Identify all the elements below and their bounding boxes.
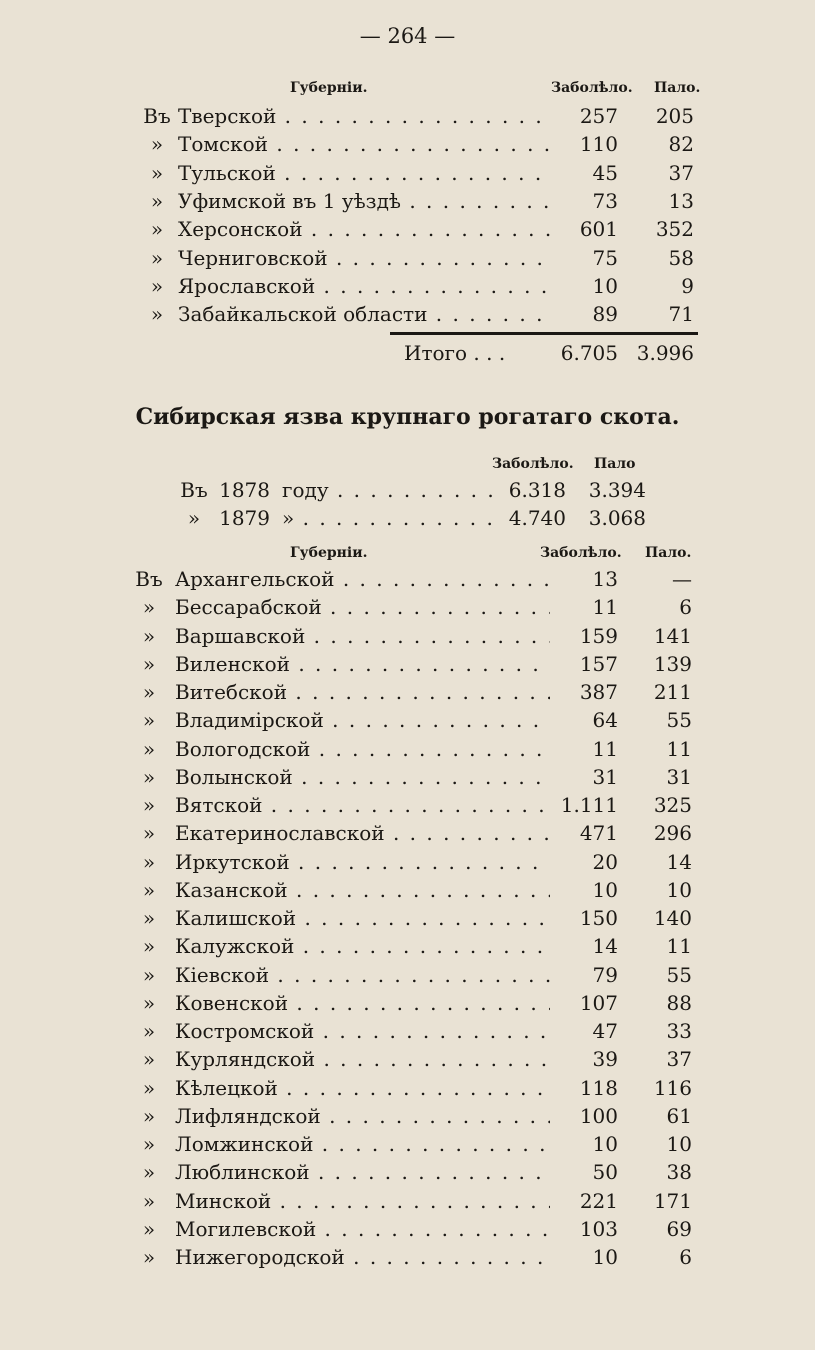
sick-count: 471 — [579, 821, 618, 846]
table2-row — [0, 1075, 815, 1101]
region-name: Кѣлецкой . . . — [175, 1075, 550, 1101]
region-name: Люблинской . . . — [175, 1159, 550, 1185]
dead-count: 205 — [655, 104, 694, 128]
years-header-sick: Заболѣло. — [492, 456, 574, 472]
table1-row — [0, 188, 815, 214]
sick-count: 159 — [579, 623, 618, 648]
row-prefix: » — [150, 273, 164, 298]
dead-count: 116 — [653, 1075, 692, 1100]
table2-row — [0, 849, 815, 875]
region-name: Курляндской . . . — [175, 1046, 550, 1072]
dead-count: 10 — [666, 877, 692, 902]
year-value: 1879 — [219, 506, 270, 530]
dead-count: 325 — [653, 793, 692, 817]
table2-row — [0, 933, 815, 959]
table2-row — [0, 679, 815, 705]
dead-count: 296 — [653, 821, 692, 846]
dead-count: 69 — [666, 1216, 692, 1241]
region-name: Варшавской . . . — [175, 623, 550, 649]
row-prefix: » — [142, 623, 156, 648]
table1-row — [0, 160, 815, 186]
region-name: Черниговской . . . — [178, 245, 550, 271]
year-row — [0, 477, 815, 503]
region-name: Виленской . . . — [175, 651, 550, 677]
row-prefix: » — [142, 1188, 156, 1213]
years-header-dead: Пало — [594, 456, 636, 472]
row-prefix: Въ — [180, 478, 208, 502]
region-name: Нижегородской . . . — [175, 1244, 550, 1270]
region-name: Казанской . . . — [175, 877, 550, 903]
region-name: Калишской . . . — [175, 905, 550, 931]
region-name: Костромской . . . — [175, 1018, 550, 1044]
year-sick: 6.318 — [508, 478, 566, 502]
table1-row — [0, 273, 815, 299]
row-prefix: » — [150, 217, 164, 242]
dead-count: 171 — [653, 1188, 692, 1213]
sick-count: 257 — [579, 104, 618, 128]
table2-row — [0, 566, 815, 592]
dead-count: 31 — [666, 764, 692, 789]
row-prefix: » — [142, 1075, 156, 1100]
region-name: Ковенской . . . — [175, 990, 550, 1016]
table2-row — [0, 1188, 815, 1214]
table2-header-sick: Заболѣло. — [540, 545, 622, 561]
table2-row — [0, 594, 815, 620]
dead-count: 88 — [666, 990, 692, 1015]
region-name: Уфимской въ 1 уѣздѣ . . . — [178, 188, 550, 214]
table2-row — [0, 764, 815, 790]
table2-row — [0, 1046, 815, 1072]
sick-count: 75 — [592, 245, 618, 270]
sick-count: 64 — [592, 708, 618, 733]
table2-row — [0, 1131, 815, 1157]
page-number: — 264 — — [359, 24, 456, 48]
row-prefix: » — [142, 821, 156, 846]
region-name: Ломжинской . . . — [175, 1131, 550, 1157]
sick-count: 157 — [579, 651, 618, 676]
sick-count: 601 — [579, 217, 618, 242]
sick-count: 100 — [579, 1103, 618, 1128]
table2-row — [0, 962, 815, 988]
table2-row — [0, 623, 815, 649]
year-row — [0, 505, 815, 531]
sick-count: 79 — [592, 962, 618, 987]
sick-count: 89 — [592, 302, 618, 327]
region-name: Ярославской . . . — [178, 273, 550, 299]
row-prefix: » — [150, 188, 164, 213]
row-prefix: » — [142, 849, 156, 874]
row-prefix: » — [142, 1160, 156, 1185]
table1-row — [0, 301, 815, 327]
table2-row — [0, 651, 815, 677]
table1-header-region: Губерніи. — [290, 80, 368, 96]
row-prefix: » — [142, 1047, 156, 1072]
dead-count: 9 — [681, 273, 694, 298]
sick-count: 10 — [592, 877, 618, 902]
table1-row — [0, 216, 815, 242]
table2-row — [0, 1244, 815, 1270]
row-prefix: » — [142, 793, 156, 817]
region-name: Могилевской . . . — [175, 1216, 550, 1242]
sick-count: 110 — [579, 132, 618, 157]
region-name: Забайкальской области . . . — [178, 301, 550, 327]
dead-count: 82 — [668, 132, 694, 157]
total-rule — [390, 332, 698, 335]
row-prefix: » — [150, 245, 164, 270]
sick-count: 107 — [579, 990, 618, 1015]
region-name: Витебской . . . — [175, 679, 550, 705]
dead-count: 141 — [653, 623, 692, 648]
year-word: году . . . — [282, 477, 500, 503]
sick-count: 45 — [592, 160, 618, 185]
region-name: Архангельской . . . — [175, 566, 550, 592]
region-name: Иркутской . . . — [175, 849, 550, 875]
table2-row — [0, 1159, 815, 1185]
dead-count: 6 — [679, 1245, 692, 1269]
sick-count: 31 — [592, 764, 618, 789]
sick-count: 103 — [579, 1216, 618, 1241]
sick-count: 387 — [579, 680, 618, 704]
dead-count: 38 — [666, 1160, 692, 1185]
region-name: Бессарабской . . . — [175, 594, 550, 620]
sick-count: 10 — [592, 273, 618, 298]
row-prefix: » — [142, 1132, 156, 1156]
sick-count: 118 — [579, 1075, 618, 1100]
sick-count: 221 — [579, 1188, 618, 1213]
row-prefix: » — [142, 934, 156, 959]
table1-total-label: Итого . . . — [404, 341, 506, 365]
row-prefix: » — [142, 736, 156, 761]
dead-count: — — [672, 567, 692, 591]
dead-count: 11 — [666, 934, 692, 959]
table1-total-dead: 3.996 — [636, 341, 694, 365]
sick-count: 50 — [592, 1160, 618, 1185]
row-prefix: » — [142, 877, 156, 902]
row-prefix: » — [150, 160, 164, 185]
row-prefix: Въ — [143, 104, 171, 128]
row-prefix: » — [142, 1103, 156, 1128]
row-prefix: » — [142, 595, 156, 620]
dead-count: 10 — [666, 1132, 692, 1156]
sick-count: 11 — [592, 595, 618, 620]
dead-count: 139 — [653, 651, 692, 676]
table1-row — [0, 103, 815, 129]
row-prefix: » — [142, 1019, 156, 1043]
dead-count: 33 — [666, 1019, 692, 1043]
dead-count: 58 — [668, 245, 694, 270]
region-name: Вятской . . . — [175, 792, 550, 818]
year-dead: 3.394 — [588, 478, 646, 502]
table2-header-region: Губерніи. — [290, 545, 368, 561]
region-name: Минской . . . — [175, 1188, 550, 1214]
region-name: Вологодской . . . — [175, 736, 550, 762]
sick-count: 14 — [592, 934, 618, 959]
year-dead: 3.068 — [588, 506, 646, 530]
sick-count: 39 — [592, 1047, 618, 1072]
sick-count: 13 — [592, 567, 618, 591]
sick-count: 11 — [592, 736, 618, 761]
year-sick: 4.740 — [508, 506, 566, 530]
sick-count: 1.111 — [560, 793, 618, 817]
dead-count: 37 — [668, 160, 694, 185]
dead-count: 14 — [666, 849, 692, 874]
table2-header-dead: Пало. — [645, 545, 692, 561]
year-word: » . . . — [282, 505, 500, 531]
dead-count: 55 — [666, 962, 692, 987]
table1-row — [0, 131, 815, 157]
row-prefix: » — [150, 132, 164, 157]
table1-header-dead: Пало. — [654, 80, 701, 96]
row-prefix: » — [142, 651, 156, 676]
sick-count: 10 — [592, 1245, 618, 1269]
row-prefix: » — [142, 1216, 156, 1241]
table2-row — [0, 707, 815, 733]
row-prefix: » — [142, 990, 156, 1015]
sick-count: 20 — [592, 849, 618, 874]
dead-count: 13 — [668, 188, 694, 213]
table2-row — [0, 877, 815, 903]
region-name: Тульской . . . — [178, 160, 550, 186]
row-prefix: » — [142, 764, 156, 789]
row-prefix: » — [142, 1245, 156, 1269]
dead-count: 352 — [655, 217, 694, 242]
row-prefix: » — [150, 302, 164, 327]
region-name: Калужской . . . — [175, 933, 550, 959]
section-title: Сибирская язва крупнаго рогатаго скота. — [135, 404, 680, 430]
dead-count: 37 — [666, 1047, 692, 1072]
table2-row — [0, 1103, 815, 1129]
dead-count: 11 — [666, 736, 692, 761]
table1-row — [0, 245, 815, 271]
region-name: Волынской . . . — [175, 764, 550, 790]
dead-count: 211 — [653, 680, 692, 704]
table1-total-sick: 6.705 — [560, 341, 618, 365]
row-prefix: Въ — [135, 567, 163, 591]
region-name: Екатеринославской . . . — [175, 820, 550, 846]
dead-count: 71 — [668, 302, 694, 327]
region-name: Томской . . . — [178, 131, 550, 157]
region-name: Тверской . . . — [178, 103, 550, 129]
row-prefix: » — [142, 906, 156, 930]
sick-count: 150 — [579, 906, 618, 930]
table2-row — [0, 990, 815, 1016]
sick-count: 73 — [592, 188, 618, 213]
region-name: Лифляндской . . . — [175, 1103, 550, 1129]
table2-row — [0, 736, 815, 762]
table2-row — [0, 820, 815, 846]
table2-row — [0, 1018, 815, 1044]
table2-row — [0, 792, 815, 818]
sick-count: 47 — [592, 1019, 618, 1043]
table1-header-sick: Заболѣло. — [551, 80, 633, 96]
dead-count: 140 — [653, 906, 692, 930]
sick-count: 10 — [592, 1132, 618, 1156]
row-prefix: » — [142, 708, 156, 733]
table2-row — [0, 905, 815, 931]
region-name: Кіевской . . . — [175, 962, 550, 988]
region-name: Владимірской . . . — [175, 707, 550, 733]
row-prefix: » — [142, 962, 156, 987]
dead-count: 55 — [666, 708, 692, 733]
region-name: Херсонской . . . — [178, 216, 550, 242]
dead-count: 61 — [666, 1103, 692, 1128]
row-prefix: » — [187, 506, 201, 530]
table2-row — [0, 1216, 815, 1242]
dead-count: 6 — [679, 595, 692, 620]
year-value: 1878 — [219, 478, 270, 502]
row-prefix: » — [142, 680, 156, 704]
